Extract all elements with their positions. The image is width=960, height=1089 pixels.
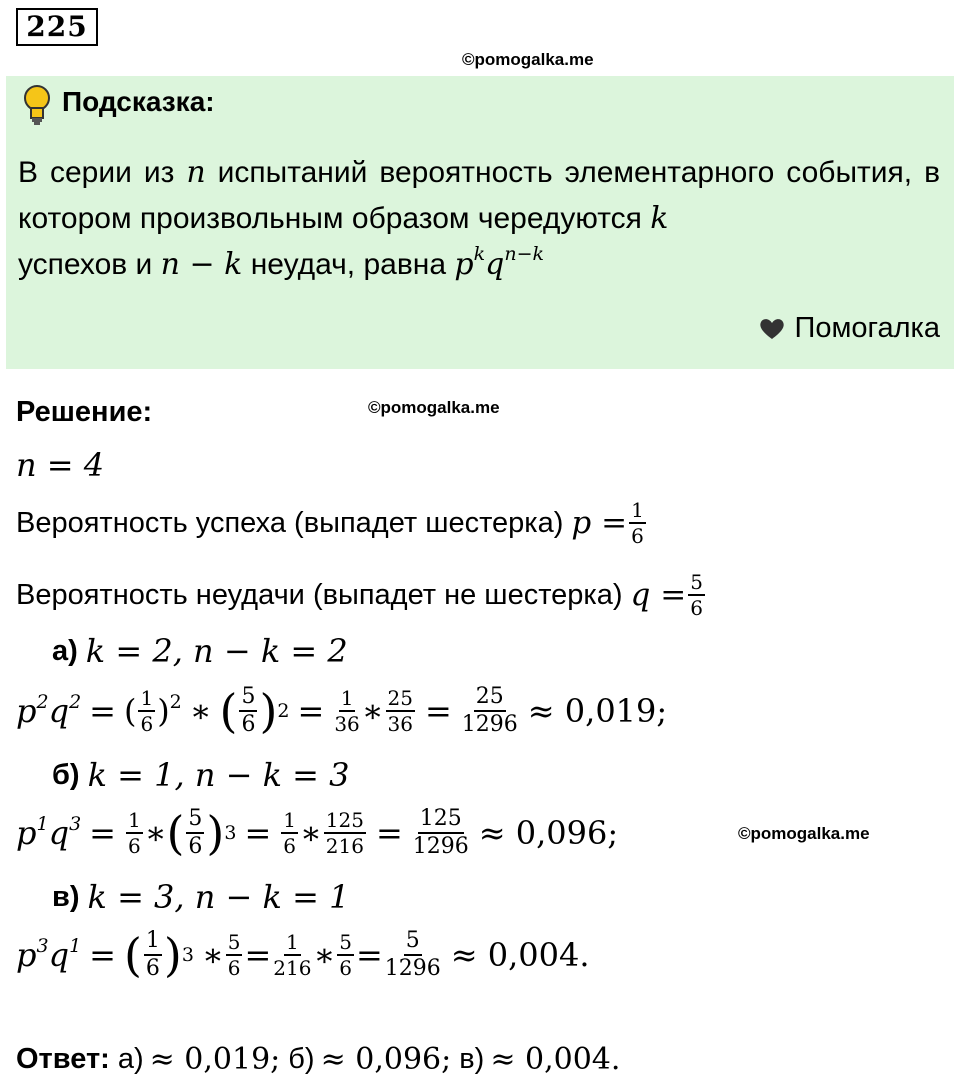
- brand-label: Помогалка: [759, 312, 940, 345]
- watermark: ©pomogalka.me: [462, 50, 594, 69]
- lightbulb-icon: [22, 84, 52, 126]
- solution-title: Решение:: [16, 396, 153, 428]
- q-definition: Вероятность неудачи (выпадет не шестерка) q = $\frac{5}{6}$: [16, 570, 703, 620]
- watermark: ©pomogalka.me: [738, 824, 870, 843]
- part-b-condition: б) k = 1, n − k = 3: [52, 756, 350, 794]
- part-a-condition: а) k = 2, n − k = 2: [52, 632, 348, 670]
- n-equation: n = 4: [16, 446, 105, 484]
- part-c-condition: в) k = 3, n − k = 1: [52, 878, 350, 916]
- p-fraction: $\frac{1}{6}$: [631, 498, 644, 548]
- answer: Ответ: а) ≈ 0,019; б) ≈ 0,096; в) ≈ 0,004.: [16, 1042, 621, 1077]
- heart-icon: [759, 317, 785, 341]
- part-b-computation: $p^1q^3$ = $\frac{1}{6}$ ∗ ( $\frac{5}{6}$ ) 3 = $\frac{1}{6}$ ∗ $\frac{125}{216}$ = $\frac{125}{1296}$ ≈ 0,096;: [16, 806, 619, 860]
- hint-text: В серии из n испытаний вероятность элементарного события, в котором произвольным образом чередуются k успехов и n − k неудач, равна $p^kq^{n-k}$: [18, 155, 941, 282]
- task-number: 225: [16, 8, 98, 46]
- watermark: ©pomogalka.me: [368, 398, 500, 417]
- part-a-computation: $p^2q^2$ = ( $\frac{1}{6}$ )$^2$ ∗ ( $\frac{5}{6}$ ) 2 = $\frac{1}{36}$ ∗ $\frac{25}{36}$ = $\frac{25}{1296}$ ≈ 0,019;: [16, 684, 668, 738]
- p-definition: Вероятность успеха (выпадет шестерка) p = $\frac{1}{6}$: [16, 498, 644, 548]
- hint-title: Подсказка:: [62, 86, 215, 117]
- part-c-computation: $p^3q^1$ = ( $\frac{1}{6}$ ) 3 ∗ $\frac{5}{6}$ = $\frac{1}{216}$ ∗ $\frac{5}{6}$ = $\frac{5}{1296}$ ≈ 0,004.: [16, 928, 590, 982]
- q-fraction: $\frac{5}{6}$: [690, 570, 703, 620]
